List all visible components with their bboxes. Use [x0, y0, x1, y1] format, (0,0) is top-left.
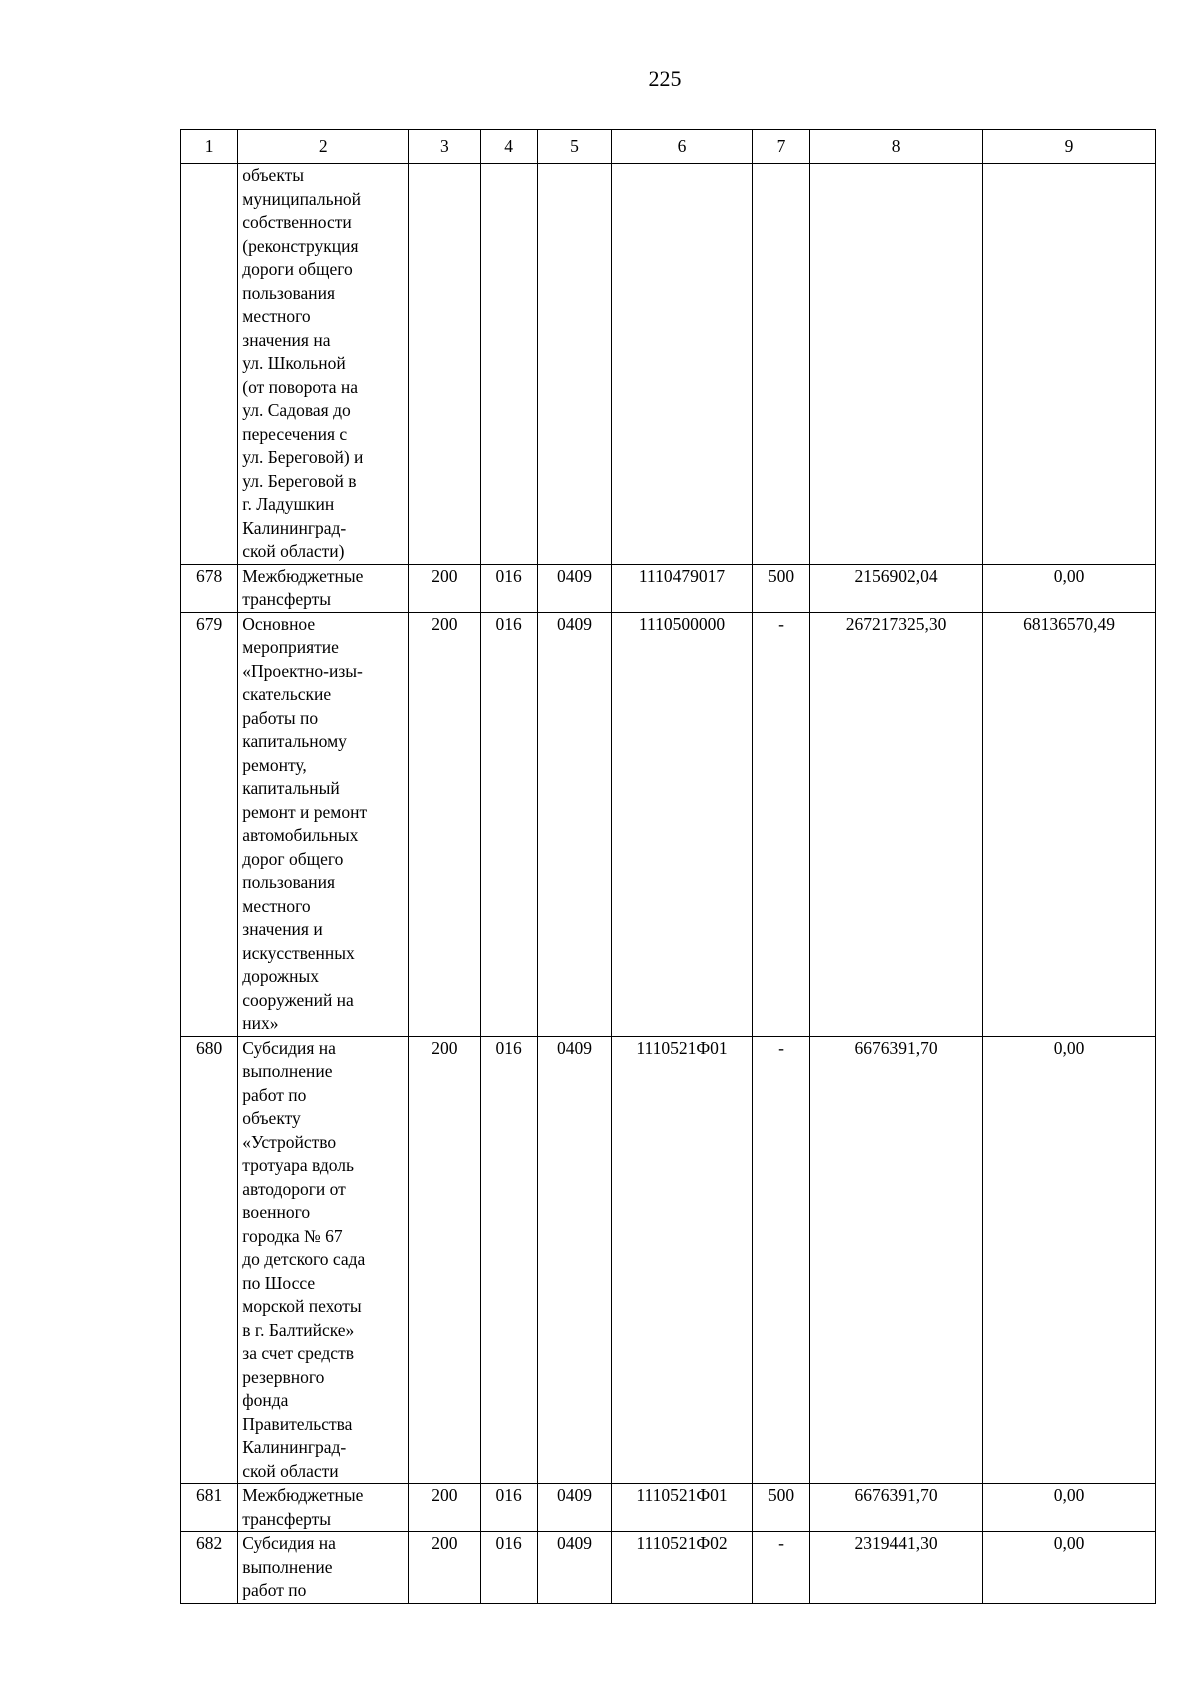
empty-cell — [612, 164, 753, 565]
table-row — [181, 1484, 1156, 1532]
empty-cell — [409, 164, 480, 565]
description-cell: Основное мероприятие «Проектно-изы- скательские работы по капитальному ремонту, капитальный ремонт и ремонт автомобильных дорог общего пользования местного значения и искусственных дорожных сооружений на них» — [238, 612, 409, 1036]
cell-col3: 200 — [409, 1484, 480, 1532]
cell-col8: 267217325,30 — [810, 612, 983, 1036]
cell-col6: 1110500000 — [612, 612, 753, 1036]
cell-col6: 1110479017 — [612, 564, 753, 612]
empty-cell — [983, 164, 1156, 565]
continuation-description: объекты муниципальной собственности (реконструкция дороги общего пользования местного значения на ул. Школьной (от поворота на ул. Садовая до пересечения с ул. Береговой) и ул. Береговой в г. Ладушкин Калининград- ской области) — [238, 164, 409, 565]
cell-col9: 0,00 — [983, 564, 1156, 612]
cell-col8: 2156902,04 — [810, 564, 983, 612]
table-row — [181, 564, 1156, 612]
cell-col3: 200 — [409, 1036, 480, 1484]
cell-col3: 200 — [409, 612, 480, 1036]
cell-col4: 016 — [480, 1036, 537, 1484]
row-number-cell: 679 — [181, 612, 238, 1036]
table-row — [181, 612, 1156, 1036]
cell-col8: 2319441,30 — [810, 1532, 983, 1604]
cell-col4: 016 — [480, 612, 537, 1036]
empty-cell — [537, 164, 611, 565]
empty-cell — [752, 164, 809, 565]
cell-col3: 200 — [409, 564, 480, 612]
column-header: 1 — [181, 130, 238, 164]
description-cell: Межбюджетные трансферты — [238, 1484, 409, 1532]
cell-col5: 0409 — [537, 1532, 611, 1604]
cell-col9: 0,00 — [983, 1484, 1156, 1532]
cell-col5: 0409 — [537, 1484, 611, 1532]
row-number-cell — [181, 164, 238, 565]
column-header: 6 — [612, 130, 753, 164]
table-row — [181, 1532, 1156, 1604]
cell-col5: 0409 — [537, 612, 611, 1036]
cell-col9: 68136570,49 — [983, 612, 1156, 1036]
row-number-cell: 678 — [181, 564, 238, 612]
cell-col4: 016 — [480, 564, 537, 612]
column-header: 9 — [983, 130, 1156, 164]
cell-col9: 0,00 — [983, 1532, 1156, 1604]
cell-col8: 6676391,70 — [810, 1036, 983, 1484]
row-number-cell: 680 — [181, 1036, 238, 1484]
column-header: 2 — [238, 130, 409, 164]
cell-col7: - — [752, 1532, 809, 1604]
cell-col6: 1110521Ф02 — [612, 1532, 753, 1604]
cell-col7: - — [752, 612, 809, 1036]
row-number-cell: 682 — [181, 1532, 238, 1604]
column-header: 4 — [480, 130, 537, 164]
column-header: 3 — [409, 130, 480, 164]
budget-table — [180, 129, 1156, 1604]
cell-col4: 016 — [480, 1484, 537, 1532]
cell-col7: 500 — [752, 1484, 809, 1532]
description-cell: Субсидия на выполнение работ по объекту «Устройство тротуара вдоль автодороги от военного городка № 67 до детского сада по Шоссе морской пехоты в г. Балтийске» за счет средств резервного фонда Правительства Калининград- ской области — [238, 1036, 409, 1484]
table-row — [181, 1036, 1156, 1484]
cell-col4: 016 — [480, 1532, 537, 1604]
row-number-cell: 681 — [181, 1484, 238, 1532]
empty-cell — [810, 164, 983, 565]
empty-cell — [480, 164, 537, 565]
cell-col7: - — [752, 1036, 809, 1484]
cell-col6: 1110521Ф01 — [612, 1036, 753, 1484]
table-row-continuation — [181, 164, 1156, 565]
table-header-row — [181, 130, 1156, 164]
column-header: 5 — [537, 130, 611, 164]
cell-col5: 0409 — [537, 564, 611, 612]
column-header: 8 — [810, 130, 983, 164]
cell-col9: 0,00 — [983, 1036, 1156, 1484]
cell-col3: 200 — [409, 1532, 480, 1604]
description-cell: Межбюджетные трансферты — [238, 564, 409, 612]
description-cell: Субсидия на выполнение работ по — [238, 1532, 409, 1604]
cell-col5: 0409 — [537, 1036, 611, 1484]
page-number: 225 — [648, 66, 682, 91]
cell-col7: 500 — [752, 564, 809, 612]
cell-col8: 6676391,70 — [810, 1484, 983, 1532]
cell-col6: 1110521Ф01 — [612, 1484, 753, 1532]
column-header: 7 — [752, 130, 809, 164]
